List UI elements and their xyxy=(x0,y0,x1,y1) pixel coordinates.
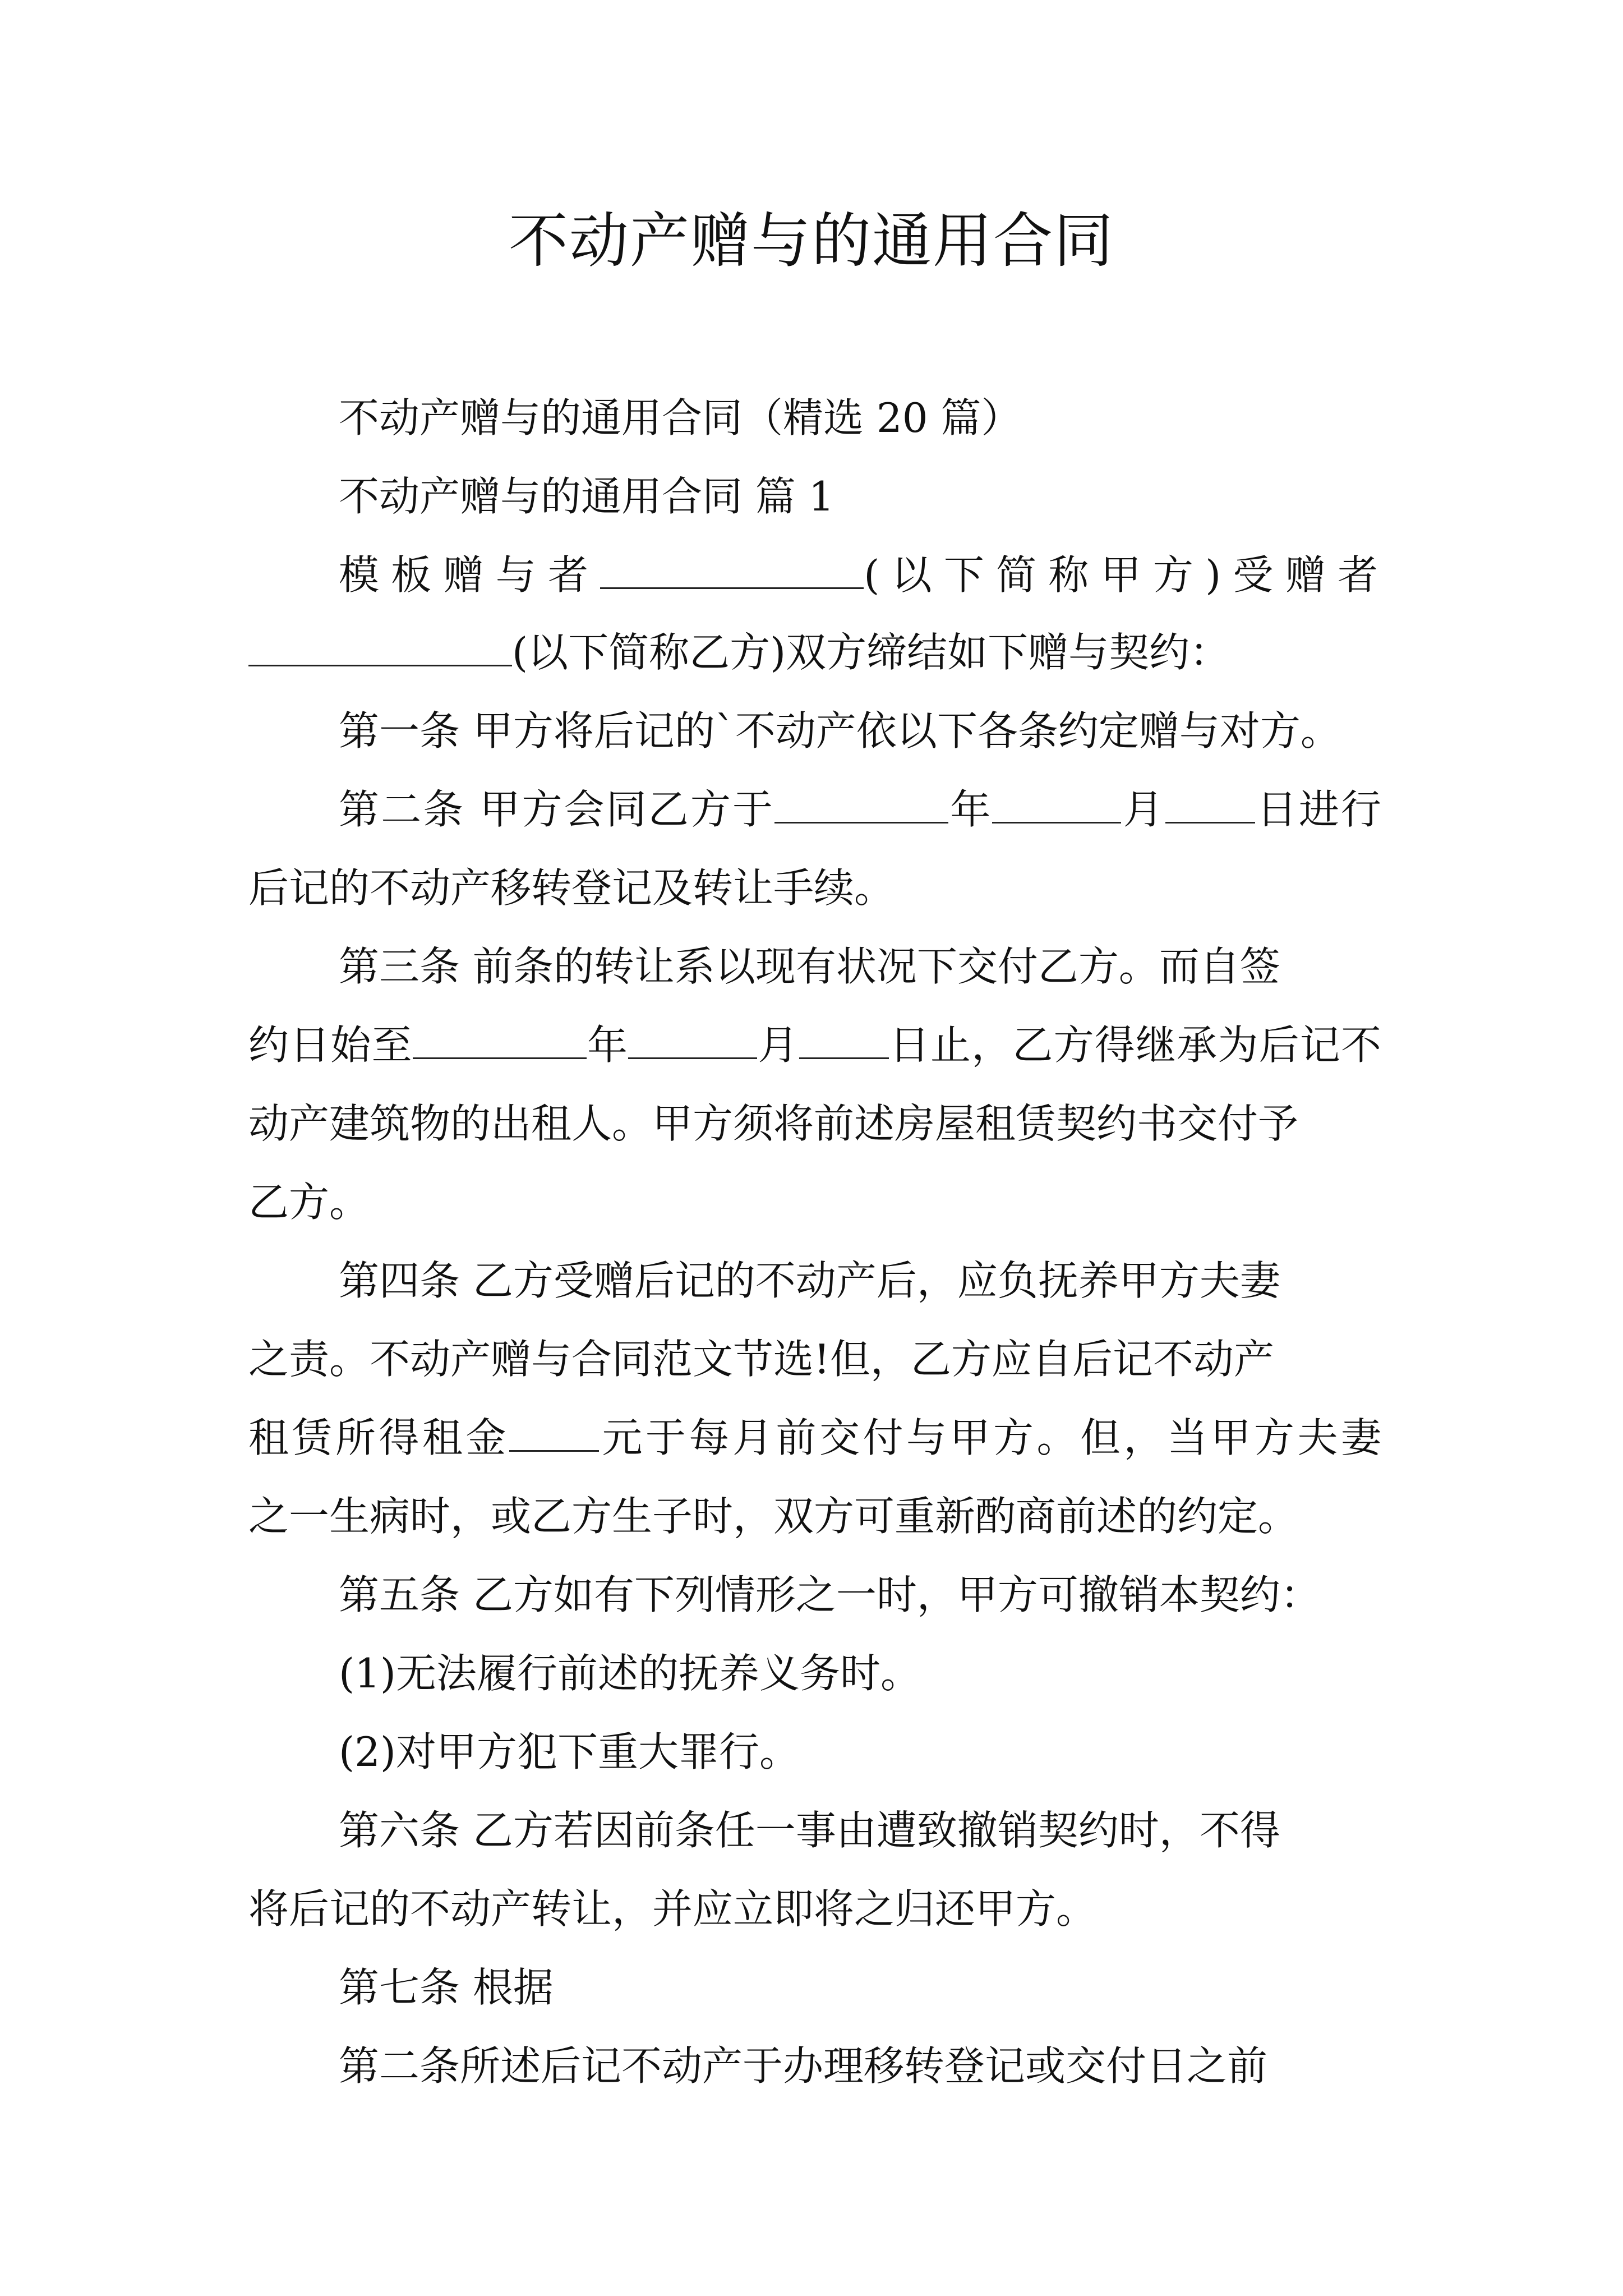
day-blank xyxy=(1165,783,1255,823)
subtitle: 不动产赠与的通用合同（精选 20 篇） xyxy=(339,394,1022,441)
para1-part-c: (以下简称乙方)双方缔结如下赠与契约： xyxy=(512,629,1230,676)
month-label: 月 xyxy=(1121,786,1165,833)
article-5-item1: (1)无法履行前述的抚养义务时。 xyxy=(339,1650,921,1697)
article-3-line4: 乙方。 xyxy=(248,1179,370,1226)
article-4-line4: 之一生病时，或乙方生子时，双方可重新酌商前述的约定。 xyxy=(248,1493,1299,1540)
article-4-line3 xyxy=(248,1410,1381,1466)
article-1: 第一条 甲方将后记的`不动产依以下各条约定赠与对方。 xyxy=(339,707,1341,754)
para1-line2 xyxy=(248,624,1230,680)
article-3-part-b: 日止，乙方得继承为后记不 xyxy=(888,1022,1381,1069)
para1-part-a: 模板赠与者 xyxy=(339,551,601,599)
section-heading: 不动产赠与的通用合同 篇 1 xyxy=(339,473,834,520)
article-4-line1: 第四条 乙方受赠后记的不动产后，应负抚养甲方夫妻 xyxy=(339,1257,1280,1304)
donor-name-blank xyxy=(600,548,864,589)
article-4-line2: 之责。不动产赠与合同范文节选!但，乙方应自后记不动产 xyxy=(248,1336,1274,1383)
article-3-line1: 第三条 前条的转让系以现有状况下交付乙方。而自签 xyxy=(339,943,1280,990)
end-month-blank xyxy=(628,1018,757,1059)
article-3-line3: 动产建筑物的出租人。甲方须将前述房屋租赁契约书交付予 xyxy=(248,1100,1299,1147)
para1-line1 xyxy=(339,547,1381,603)
document-title: 不动产赠与的通用合同 xyxy=(509,206,1114,275)
article-5-item2: (2)对甲方犯下重大罪行。 xyxy=(339,1728,800,1775)
article-4-part-b: 元于每月前交付与甲方。但，当甲方夫妻 xyxy=(599,1414,1381,1461)
article-4-part-a: 租赁所得租金 xyxy=(248,1414,509,1461)
para1-part-b: (以下简称甲方)受赠者 xyxy=(864,551,1381,599)
article-7-line2: 第二条所述后记不动产于办理移转登记或交付日之前 xyxy=(339,2042,1268,2090)
donee-name-blank xyxy=(248,625,512,666)
rent-amount-blank xyxy=(509,1411,599,1452)
article-2-day-tail: 日进行 xyxy=(1255,786,1381,833)
article-2-line2: 后记的不动产移转登记及转让手续。 xyxy=(248,864,895,912)
end-day-blank xyxy=(799,1018,889,1059)
year-blank xyxy=(774,783,948,823)
article-3-line2 xyxy=(248,1017,1381,1073)
month-blank xyxy=(992,783,1121,823)
end-month-label: 月 xyxy=(757,1022,799,1069)
article-6-line2: 将后记的不动产转让，并应立即将之归还甲方。 xyxy=(248,1885,1097,1932)
article-6-line1: 第六条 乙方若因前条任一事由遭致撤销契约时，不得 xyxy=(339,1807,1280,1854)
end-year-blank xyxy=(413,1018,587,1059)
article-5-line1: 第五条 乙方如有下列情形之一时，甲方可撤销本契约： xyxy=(339,1571,1321,1618)
article-2-part-a: 第二条 甲方会同乙方于 xyxy=(339,786,775,833)
article-3-part-a: 约日始至 xyxy=(248,1022,413,1069)
end-year-label: 年 xyxy=(586,1022,629,1069)
year-label: 年 xyxy=(948,786,993,833)
article-7-line1: 第七条 根据 xyxy=(339,1964,554,2011)
article-2-line1 xyxy=(339,781,1381,838)
